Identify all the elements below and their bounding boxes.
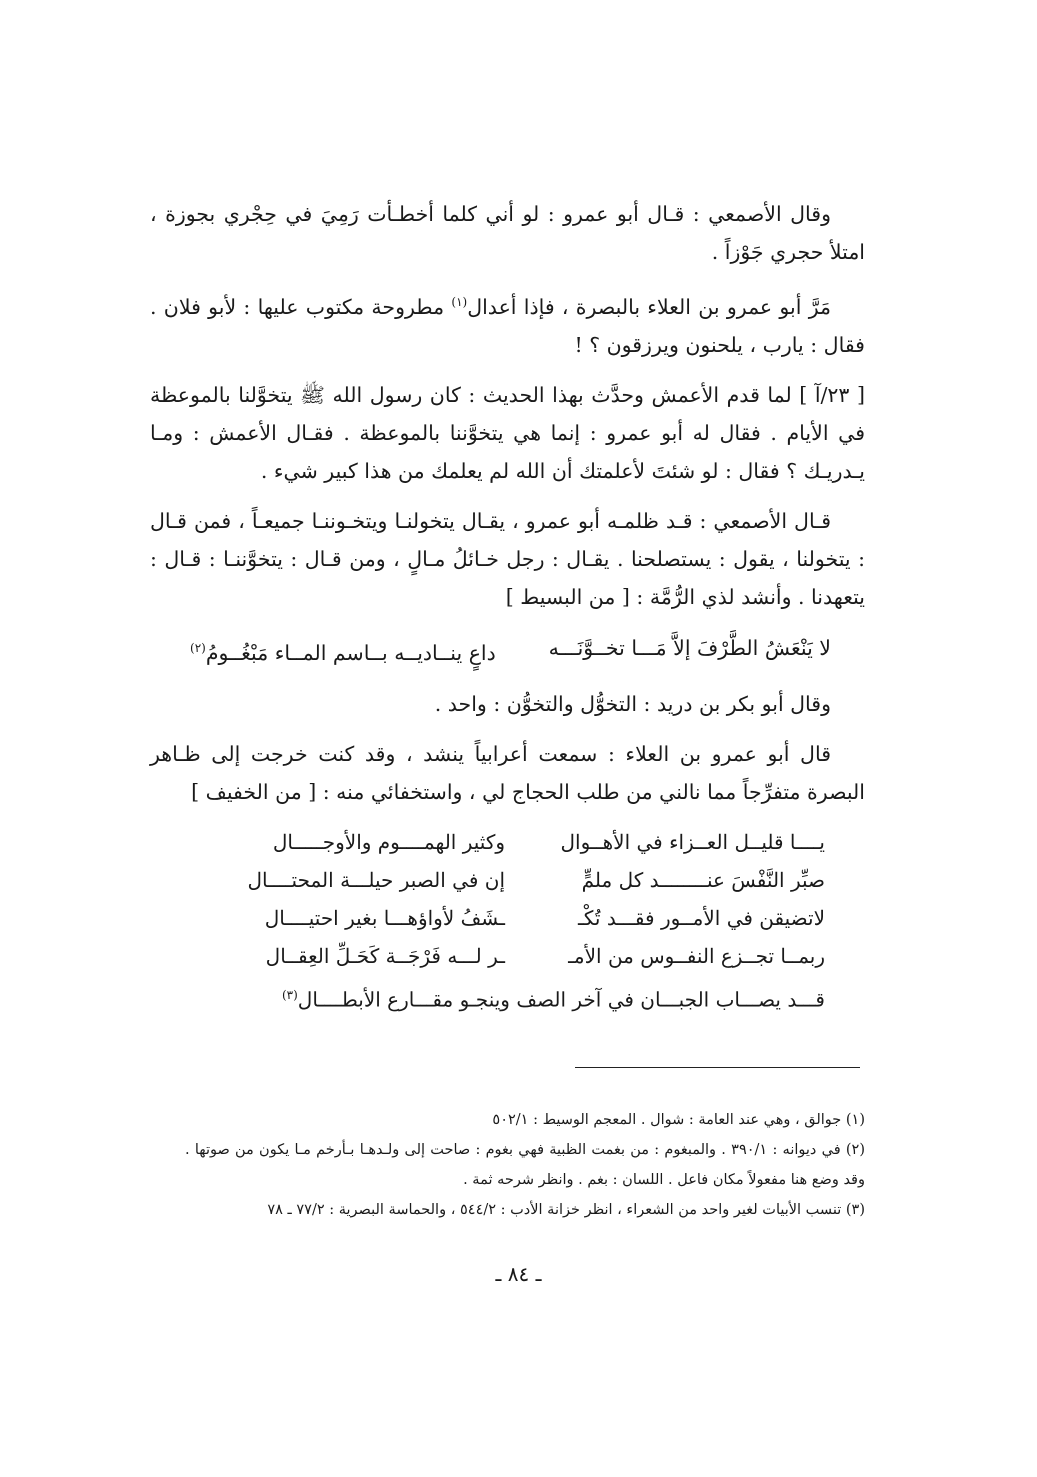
footnote-mark-2: (٢) xyxy=(190,640,206,655)
footnote-mark-1: (١) xyxy=(451,295,468,309)
footnote-divider xyxy=(575,1067,860,1068)
poem-first-hemistich: لاتضيقن في الأمــور فقـــد تُكْـ xyxy=(578,905,825,930)
verse-first-hemistich: لا يَنْعَشُ الطَّرْفَ إلاَّ مَـــا تخــوَّنَـــه xyxy=(548,635,831,660)
poem-second-hemistich: ـشَفُ لأواؤهـــا بغير احتيــــال xyxy=(264,905,505,930)
paragraph-4: قـال الأصمعي : قـد ظلمـه أبو عمرو ، يقـال يتخولنـا ويتخـوننـا جميعـاً ، فمن قـال : يتخولنا ، يقول : يستصلحنا . يقـال : رجل خـائلُ مـالٍ ، ومن قـال : يتخوَّننـا : قـال : يتعهدنا . وأنشد لذي الرُّمَّة : [ من البسيط ] xyxy=(150,508,865,609)
paragraph-6: قال أبو عمرو بن العلاء : سمعت أعرابياً ينشد ، وقد كنت خرجت إلى ظـاهر البصرة متفرِّجاً مما نالني من طلب الحجاج لي ، واستخفائي منه : [ من الخفيف ] xyxy=(150,741,865,804)
paragraph-2-start: مَرَّ أبو عمرو بن العلاء بالبصرة ، فإذا أعدال xyxy=(467,294,831,319)
paragraph-5: وقال أبو بكر بن دريد : التخوُّل والتخوُّن : واحد . xyxy=(434,691,831,716)
poem-last-text: قـــد يصـــاب الجبـــان في آخر الصف وينجـو مقـــارع الأبطــــال xyxy=(297,987,825,1012)
footnote-3: (٣) تنسب الأبيات لغير واحد من الشعراء ، انظر خزانة الأدب : ٥٤٤/٢ ، والحماسة البصرية : ٧٧/٢ ـ ٧٨ xyxy=(267,1202,865,1218)
poem-second-hemistich: إن في الصبر حيلـــة المحتــــال xyxy=(247,867,505,892)
verse-second-hemistich-wrap xyxy=(190,628,496,673)
poem-row xyxy=(150,823,825,861)
paragraph-1: وقال الأصمعي : قـال أبو عمرو : لو أني كلما أخطـأت رَمِيَ في حِجْري بجوزة ، امتلأ حجري جَوْزاً . xyxy=(150,202,865,264)
poem-first-hemistich: يــــا قليــل العــزاء في الأهــوال xyxy=(560,829,825,854)
poem-row xyxy=(150,899,825,937)
poem-first-hemistich: ربمــا تجــزع النفــوس من الأمـ xyxy=(568,943,825,968)
paragraph-2 xyxy=(150,283,865,364)
footnote-1: (١) جوالق ، وهي عند العامة : شوال . المعجم الوسيط : ٥٠٢/١ xyxy=(492,1112,865,1128)
poem xyxy=(150,823,865,975)
verse-second-hemistich: داعٍ ينــاديــه بــاسم المــاء مَبْغُــومُ xyxy=(205,640,496,665)
main-text xyxy=(150,195,865,1019)
poem-second-hemistich: ـر لـــه فَرْجَــة كَحَـلِّ العِقــال xyxy=(265,943,505,968)
footnote-mark-3: (٣) xyxy=(281,987,298,1002)
poem-first-hemistich: صبِّر النَّفْسَ عنــــــــد كل ملمٍّ xyxy=(581,867,825,892)
poem-second-hemistich: وكثير الهمــــوم والأوجـــــال xyxy=(272,829,505,854)
paragraph-2-end: مطروحة مكتوب عليها : لأبو فلان . فقال : يارب ، يلحنون ويرزقون ؟ ! xyxy=(150,294,865,357)
footnotes xyxy=(185,1105,865,1225)
footnote-2: (٢) في ديوانه : ٣٩٠/١ . والمبغوم : من بغمت الظبية فهي بغوم : صاحت إلى ولـدهـا بـأرخم مـا يكون من صوتها . وقد وضع هنا مفعولاً مكان فاعل . اللسان : بغم . وانظر شرحه ثمة . xyxy=(185,1142,865,1188)
page-number: ـ ٨٤ ـ xyxy=(495,1262,542,1286)
paragraph-3: [ ٢٣/آ ] لما قدم الأعمش وحدَّث بهذا الحديث : كان رسول الله ﷺ يتخوَّلنا بالموعظة في الأيام . فقال له أبو عمرو : إنما هي يتخوَّننا بالموعظة . فقـال الأعمش : ومـا يـدريـك ؟ فقال : لو شئتَ لأعلمتك أن الله لم يعلمك من هذا كبير شيء . xyxy=(150,382,865,483)
verse-line xyxy=(150,628,865,673)
poem-last-line xyxy=(150,975,865,1020)
poem-row xyxy=(150,937,825,975)
poem-row xyxy=(150,861,825,899)
